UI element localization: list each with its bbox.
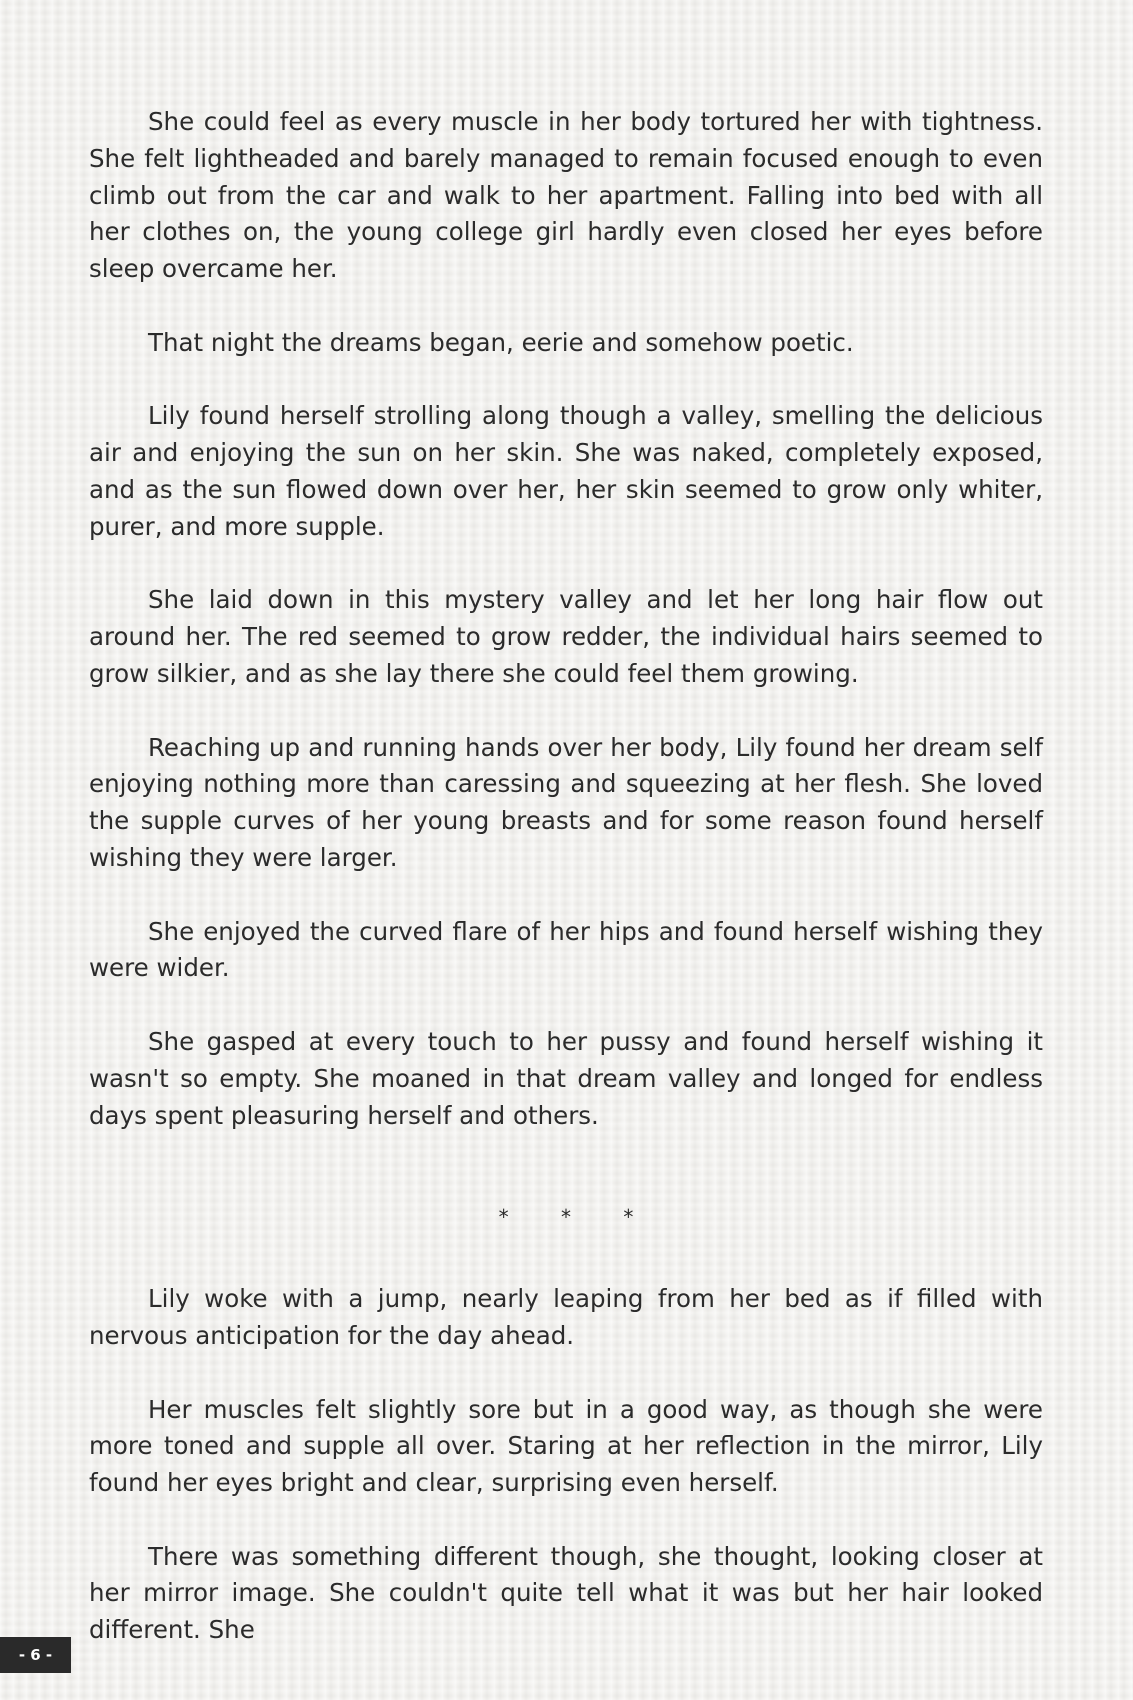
section-break [89, 1171, 1043, 1281]
paragraph: That night the dreams began, eerie and somehow poetic. [148, 327, 854, 357]
paragraph: There was something different though, she thought, looking closer at her mirror image. She couldn't quite tell what it was but her hair looked different. She [89, 1541, 1043, 1645]
page-number: - 6 - [0, 1637, 71, 1673]
paragraph: She enjoyed the curved flare of her hips and found herself wishing they were wider. [89, 916, 1043, 983]
paragraph: Reaching up and running hands over her body, Lily found her dream self enjoying nothing more than caressing and squeezing at her flesh. She loved the supple curves of her young breasts and for some reason found herself wishing they were larger. [89, 732, 1043, 872]
page-body [89, 104, 1043, 1686]
paragraph: She gasped at every touch to her pussy and found herself wishing it wasn't so empty. She moaned in that dream valley and longed for endless days spent pleasuring herself and others. [89, 1026, 1043, 1130]
paragraph: Lily woke with a jump, nearly leaping from her bed as if filled with nervous anticipation for the day ahead. [89, 1284, 1043, 1350]
paragraph: She could feel as every muscle in her body tortured her with tightness. She felt lightheaded and barely managed to remain focused enough to even climb out from the car and walk to her apartment. Falling into bed with all her clothes on, the young college girl hardly even closed her eyes before sleep overcame her. [89, 107, 1043, 284]
paragraph: Her muscles felt slightly sore but in a good way, as though she were more toned and supple all over. Staring at her reflection in the mirror, Lily found her eyes bright and clear, surprising even herself. [89, 1394, 1043, 1498]
paragraph: Lily found herself strolling along though a valley, smelling the delicious air and enjoying the sun on her skin. She was naked, completely exposed, and as the sun flowed down over her, her skin seemed to grow only whiter, purer, and more supple. [89, 401, 1043, 541]
section-break-asterisks: * * * [498, 1205, 634, 1230]
paragraph: She laid down in this mystery valley and let her long hair flow out around her. The red seemed to grow redder, the individual hairs seemed to grow silkier, and as she lay there she could feel them growing. [89, 585, 1043, 688]
